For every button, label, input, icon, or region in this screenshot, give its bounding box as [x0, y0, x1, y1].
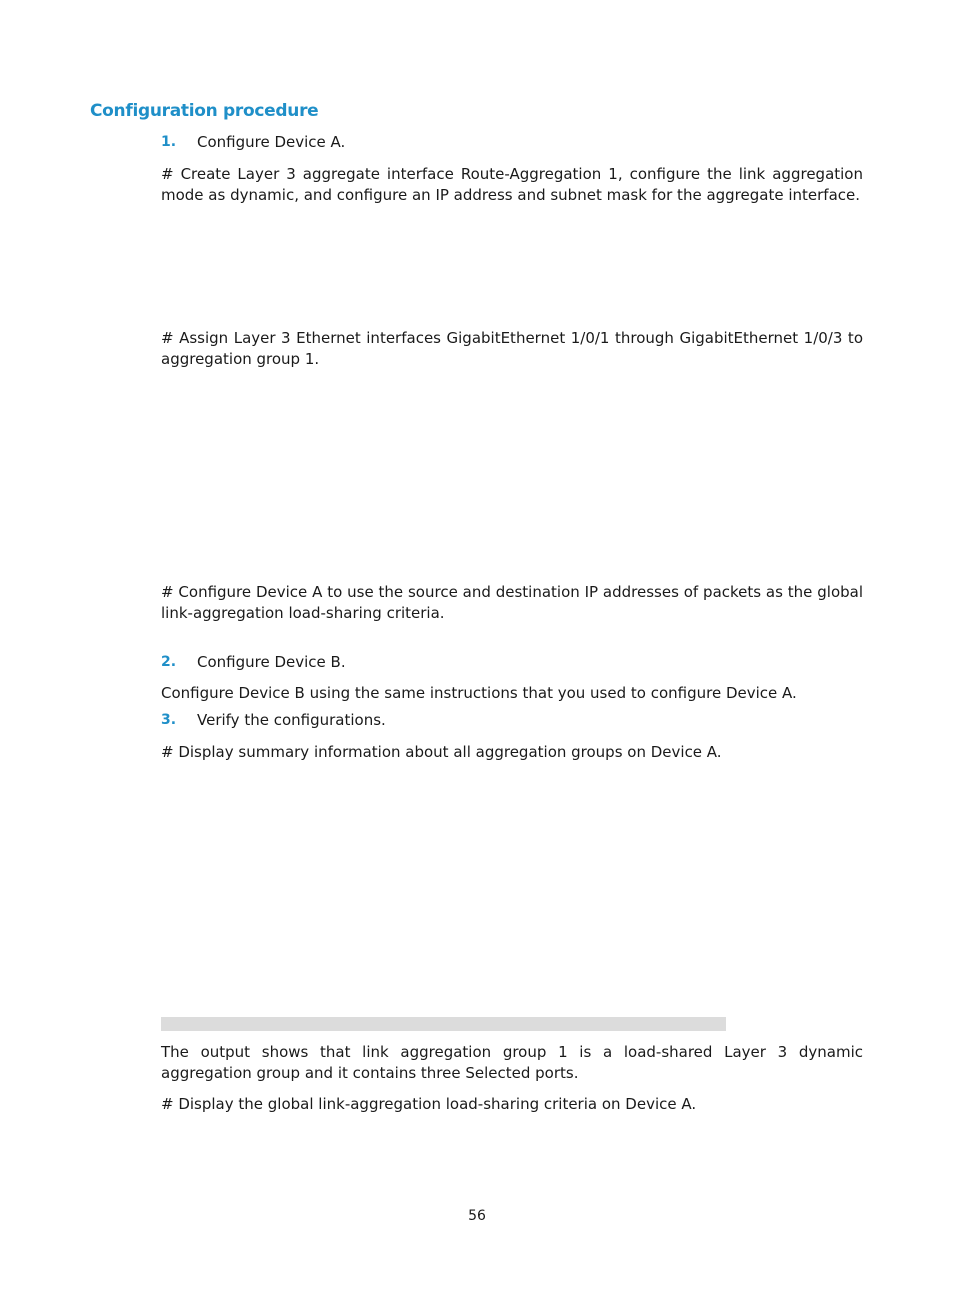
step-number-2: 2. [161, 654, 177, 670]
paragraph-device-b: Configure Device B using the same instructions that you used to configure Device A. [161, 684, 797, 702]
step-text-1: Configure Device A. [197, 133, 346, 151]
paragraph-create-aggregate: # Create Layer 3 aggregate interface Route-Aggregation 1, configure the link aggregation mode as dynamic, and configure an IP address and subnet mask for the aggregate interface. [161, 165, 863, 204]
paragraph-assign-ports: # Assign Layer 3 Ethernet interfaces GigabitEthernet 1/0/1 through GigabitEthernet 1/0/3 to aggregation group 1. [161, 329, 863, 368]
step-number-3: 3. [161, 712, 177, 728]
paragraph-display-criteria: # Display the global link-aggregation load-sharing criteria on Device A. [161, 1095, 697, 1113]
page-number: 56 [468, 1208, 486, 1224]
paragraph-load-sharing: # Configure Device A to use the source and destination IP addresses of packets as the global link-aggregation load-sharing criteria. [161, 583, 863, 622]
step-text-2: Configure Device B. [197, 653, 346, 671]
highlight-bar [161, 1017, 726, 1031]
paragraph-display-summary: # Display summary information about all aggregation groups on Device A. [161, 743, 722, 761]
section-heading: Configuration procedure [90, 101, 319, 121]
step-number-1: 1. [161, 134, 177, 150]
paragraph-output-note: The output shows that link aggregation group 1 is a load-shared Layer 3 dynamic aggregation group and it contains three Selected ports. [161, 1043, 863, 1082]
step-text-3: Verify the configurations. [197, 711, 386, 729]
